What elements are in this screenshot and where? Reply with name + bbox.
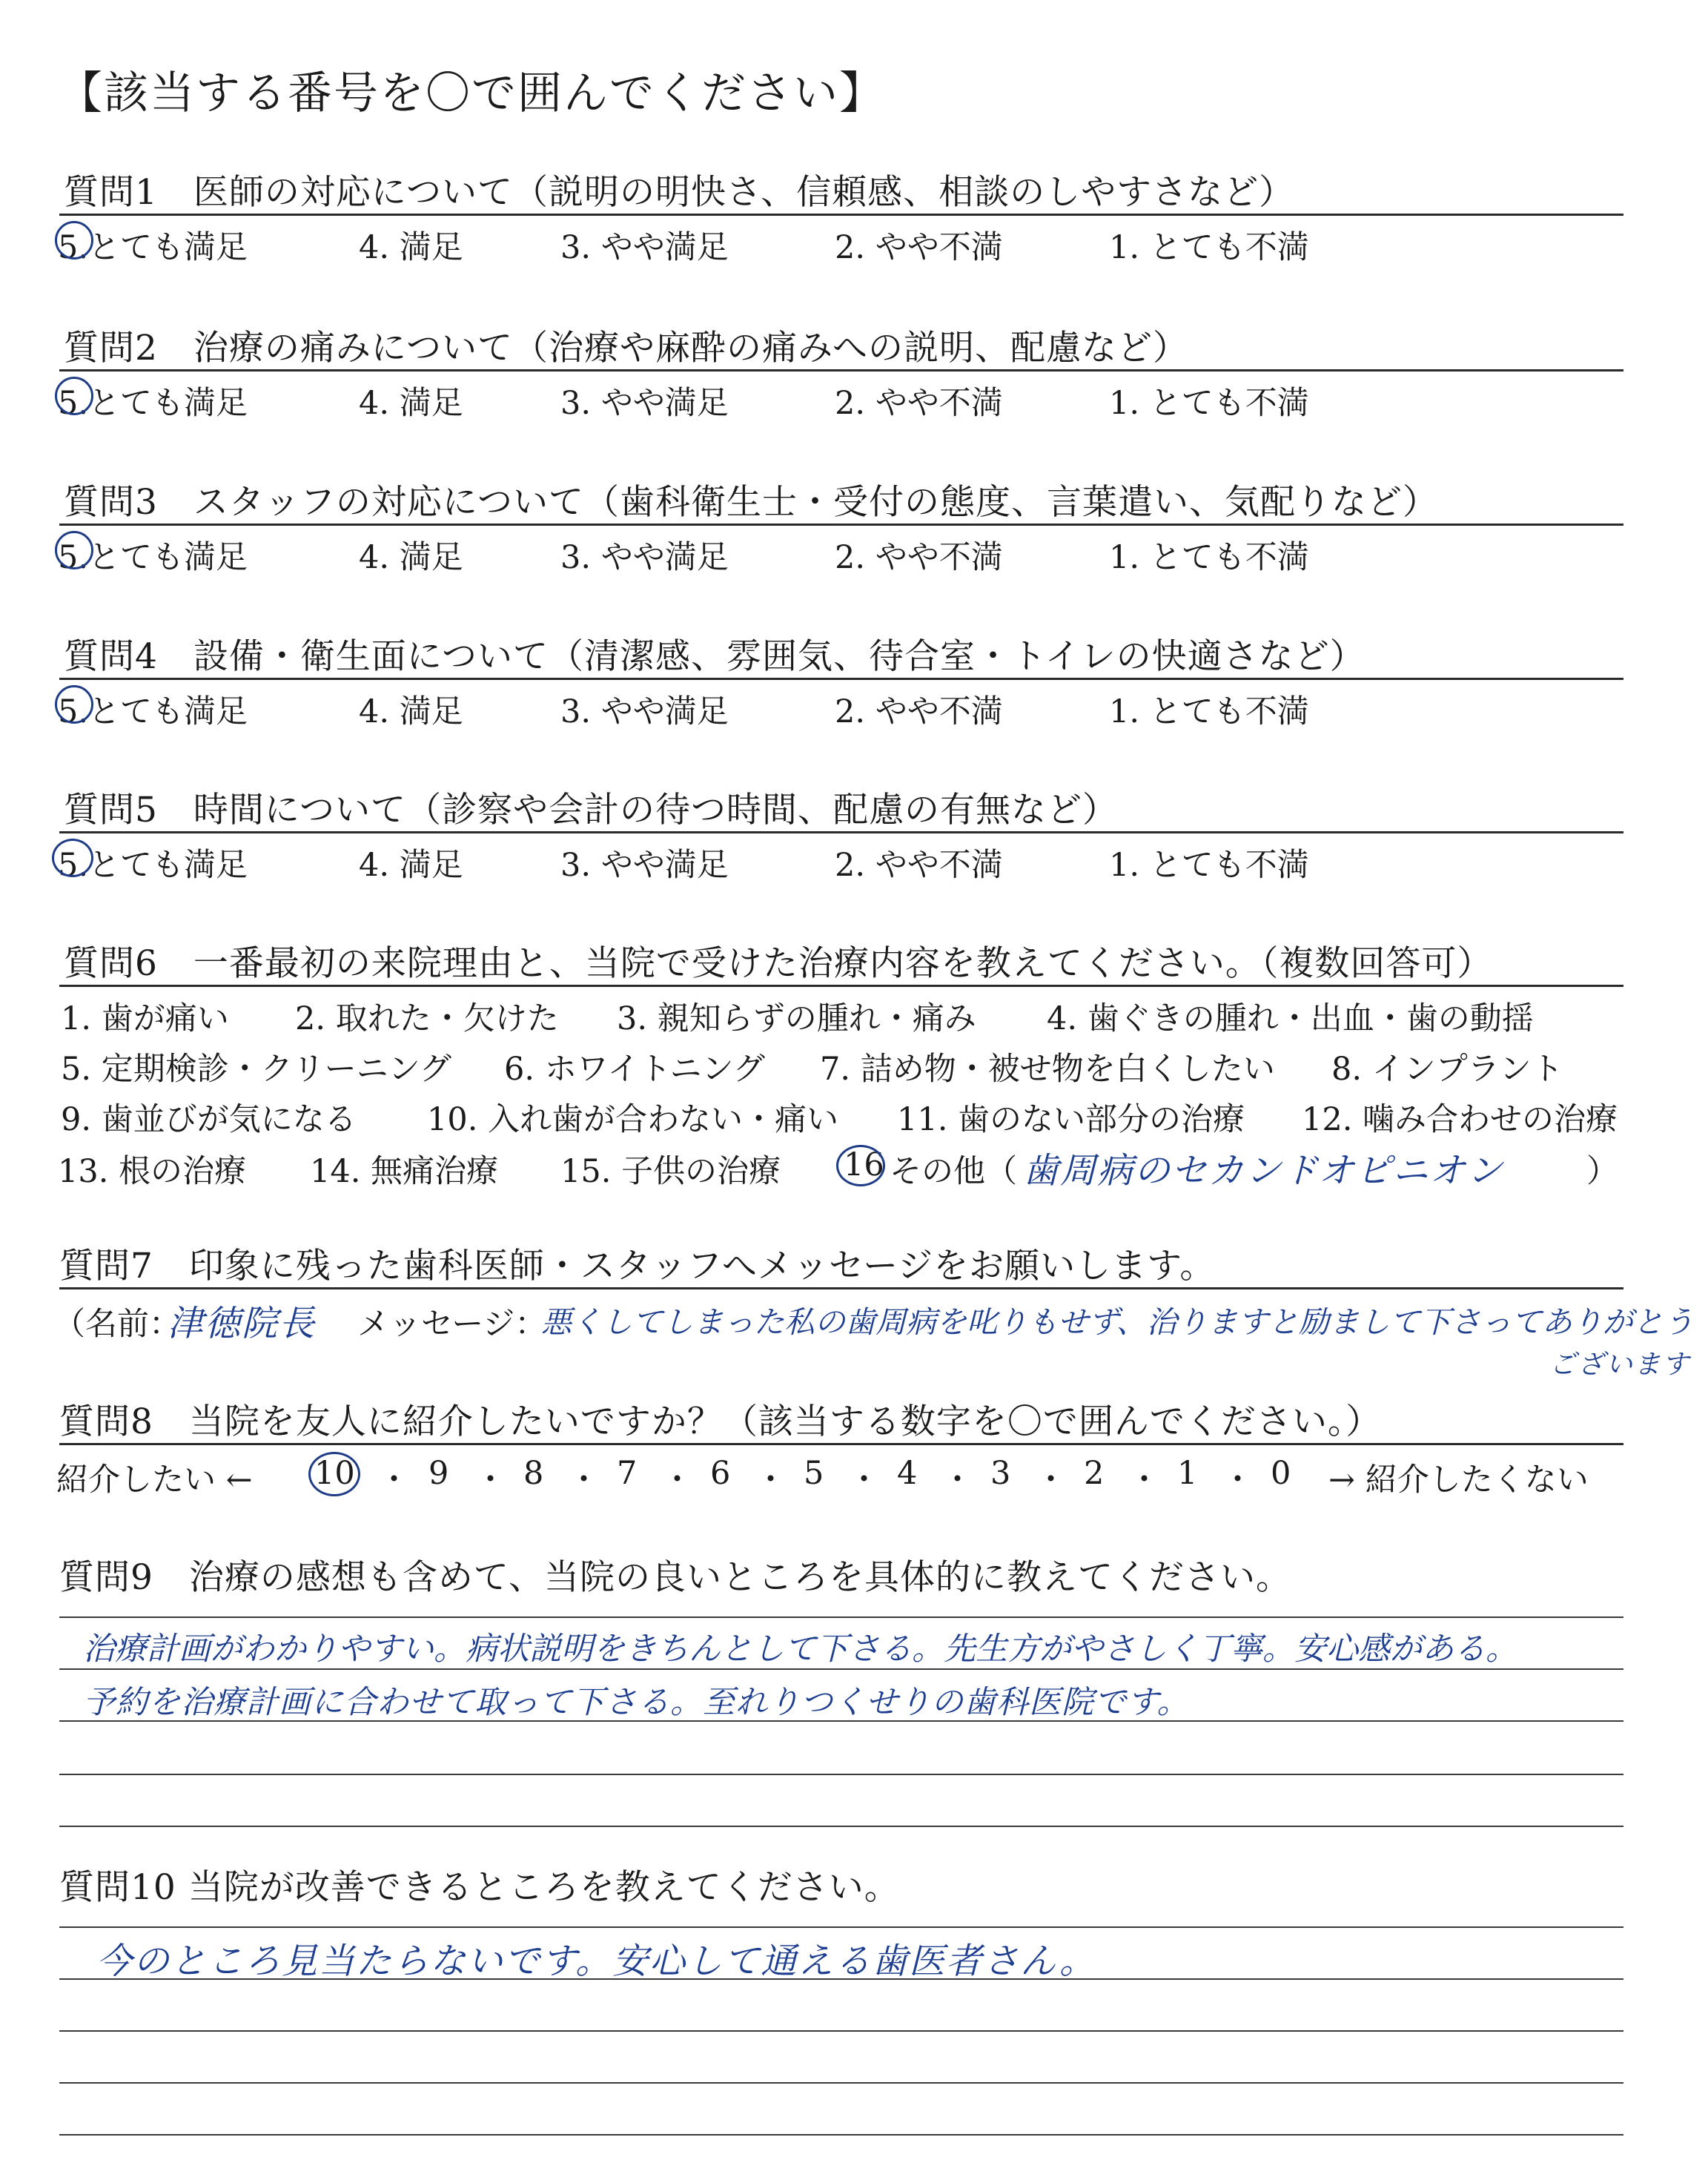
q9-answer-line-1[interactable]: 治療計画がわかりやすい。病状説明をきちんとして下さる。先生方がやさしく丁寧。安心感がある。 [83,1631,1517,1668]
q4-divider [59,678,1623,680]
q4-option-1[interactable]: 1. とても不満 [1109,693,1309,730]
q6-option-16-close: ） [1586,1153,1618,1190]
q4-option-4[interactable]: 4. 満足 [359,693,463,730]
q8-score-8[interactable]: 8 [523,1455,544,1492]
q10-title: 質問10 当院が改善できるところを教えてください。 [59,1867,900,1908]
q8-score-0[interactable]: 0 [1271,1455,1291,1492]
q7-divider [59,1287,1623,1289]
q1-option-5[interactable]: 5.とても満足 [58,229,248,266]
q4-option-5[interactable]: 5.とても満足 [58,693,248,730]
q8-right-label: → 紹介したくない [1328,1462,1589,1499]
q4-title: 質問4 設備・衛生面について（清潔感、雰囲気、待合室・トイレの快適さなど） [64,636,1366,677]
q8-score-3[interactable]: 3 [990,1455,1011,1492]
q6-option-3[interactable]: 3. 親知らずの腫れ・痛み [617,1000,976,1037]
q8-sep: ・ [1222,1462,1254,1499]
q10-line-4 [59,2082,1623,2084]
q6-option-2[interactable]: 2. 取れた・欠けた [295,1000,559,1037]
q8-sep: ・ [755,1462,787,1499]
q3-option-5[interactable]: 5.とても満足 [58,539,248,576]
q6-title: 質問6 一番最初の来院理由と、当院で受けた治療内容を教えてください。（複数回答可） [64,943,1493,984]
q10-line-3 [59,2030,1623,2032]
q6-option-9[interactable]: 9. 歯並びが気になる [61,1101,357,1138]
q9-answer-line-2[interactable]: 予約を治療計画に合わせて取って下さる。至れりつくせりの歯科医院です。 [83,1684,1190,1721]
q8-sep: ・ [941,1462,973,1499]
q10-line-1 [59,1926,1623,1928]
q10-line-5 [59,2134,1623,2136]
q3-divider [59,524,1623,526]
q2-option-5[interactable]: 5.とても満足 [58,385,248,422]
q6-option-10[interactable]: 10. 入れ歯が合わない・痛い [427,1101,839,1138]
q6-option-13[interactable]: 13. 根の治療 [58,1153,247,1190]
q8-score-9[interactable]: 9 [428,1455,449,1492]
q2-option-2[interactable]: 2. やや不満 [835,385,1003,422]
q10-answer-line-1[interactable]: 今のところ見当たらないです。安心して通える歯医者さん。 [96,1941,1097,1982]
q1-divider [59,214,1623,216]
q6-option-16-label: その他（ [890,1153,1017,1190]
q3-option-2[interactable]: 2. やや不満 [835,539,1003,576]
q9-title: 質問9 治療の感想も含めて、当院の良いところを具体的に教えてください。 [59,1557,1291,1598]
q6-option-4[interactable]: 4. 歯ぐきの腫れ・出血・歯の動揺 [1047,1000,1534,1037]
q3-option-3[interactable]: 3. やや満足 [560,539,729,576]
q7-message-answer[interactable]: 悪くしてしまった私の歯周病を叱りもせず、治りますと励まして下さってありがとう [541,1304,1694,1340]
q1-option-4[interactable]: 4. 満足 [359,229,463,266]
q8-score-2[interactable]: 2 [1084,1455,1105,1492]
q5-divider [59,831,1623,833]
q1-option-3[interactable]: 3. やや満足 [560,229,729,266]
q2-divider [59,369,1623,371]
q5-option-4[interactable]: 4. 満足 [359,847,463,884]
q7-title: 質問7 印象に残った歯科医師・スタッフへメッセージをお願いします。 [59,1246,1216,1287]
q8-divider [59,1443,1623,1445]
q6-option-12[interactable]: 12. 噛み合わせの治療 [1302,1101,1618,1138]
q7-name-label: （名前： [53,1306,181,1343]
q3-option-4[interactable]: 4. 満足 [359,539,463,576]
q6-other-answer[interactable]: 歯周病のセカンドオピニオン [1023,1150,1504,1192]
q7-message-answer-tail: ございます [1549,1350,1691,1380]
q8-sep: ・ [378,1462,410,1499]
q5-option-5[interactable]: 5.とても満足 [58,847,248,884]
q6-divider [59,985,1623,987]
q5-option-1[interactable]: 1. とても不満 [1109,847,1309,884]
q8-score-1[interactable]: 1 [1177,1455,1198,1492]
q1-option-2[interactable]: 2. やや不満 [835,229,1003,266]
q6-option-8[interactable]: 8. インプラント [1331,1051,1563,1088]
q8-sep: ・ [661,1462,693,1499]
q2-option-1[interactable]: 1. とても不満 [1109,385,1309,422]
q1-option-1[interactable]: 1. とても不満 [1109,229,1309,266]
q6-option-15[interactable]: 15. 子供の治療 [560,1153,781,1190]
form-title: 【該当する番号を〇で囲んでください】 [58,67,885,119]
q2-option-3[interactable]: 3. やや満足 [560,385,729,422]
q6-option-1[interactable]: 1. 歯が痛い [61,1000,229,1037]
q2-title: 質問2 治療の痛みについて（治療や麻酔の痛みへの説明、配慮など） [64,328,1189,369]
q6-option-5[interactable]: 5. 定期検診・クリーニング [61,1051,451,1088]
q5-option-2[interactable]: 2. やや不満 [835,847,1003,884]
q8-sep: ・ [1128,1462,1160,1499]
q7-message-label: メッセージ： [357,1306,547,1343]
q4-option-2[interactable]: 2. やや不満 [835,693,1003,730]
q6-option-16-number[interactable]: 16 [844,1146,884,1183]
q8-score-6[interactable]: 6 [710,1455,731,1492]
q8-sep: ・ [1035,1462,1067,1499]
q6-option-11[interactable]: 11. 歯のない部分の治療 [897,1101,1245,1138]
q8-title: 質問8 当院を友人に紹介したいですか？（該当する数字を〇で囲んでください。） [59,1401,1382,1442]
q6-option-6[interactable]: 6. ホワイトニング [504,1051,765,1088]
q8-sep: ・ [848,1462,880,1499]
q6-option-7[interactable]: 7. 詰め物・被せ物を白くしたい [820,1051,1275,1088]
q2-option-4[interactable]: 4. 満足 [359,385,463,422]
q8-score-7[interactable]: 7 [617,1455,638,1492]
q8-sep: ・ [474,1462,506,1499]
q9-line-5 [59,1826,1623,1827]
q9-line-1 [59,1616,1623,1618]
q4-option-3[interactable]: 3. やや満足 [560,693,729,730]
q8-sep: ・ [568,1462,600,1499]
q7-name-answer[interactable]: 津徳院長 [168,1303,317,1344]
q9-line-4 [59,1774,1623,1775]
q1-title: 質問1 医師の対応について（説明の明快さ、信頼感、相談のしやすさなど） [64,172,1295,213]
q3-option-1[interactable]: 1. とても不満 [1109,539,1309,576]
q6-option-14[interactable]: 14. 無痛治療 [310,1153,499,1190]
q8-score-5[interactable]: 5 [804,1455,824,1492]
q8-score-10[interactable]: 10 [314,1455,355,1492]
q5-title: 質問5 時間について（診察や会計の待つ時間、配慮の有無など） [64,790,1118,830]
q8-left-label: 紹介したい ← [56,1462,253,1499]
q3-title: 質問3 スタッフの対応について（歯科衛生士・受付の態度、言葉遣い、気配りなど） [64,482,1438,523]
q5-option-3[interactable]: 3. やや満足 [560,847,729,884]
q8-score-4[interactable]: 4 [897,1455,918,1492]
